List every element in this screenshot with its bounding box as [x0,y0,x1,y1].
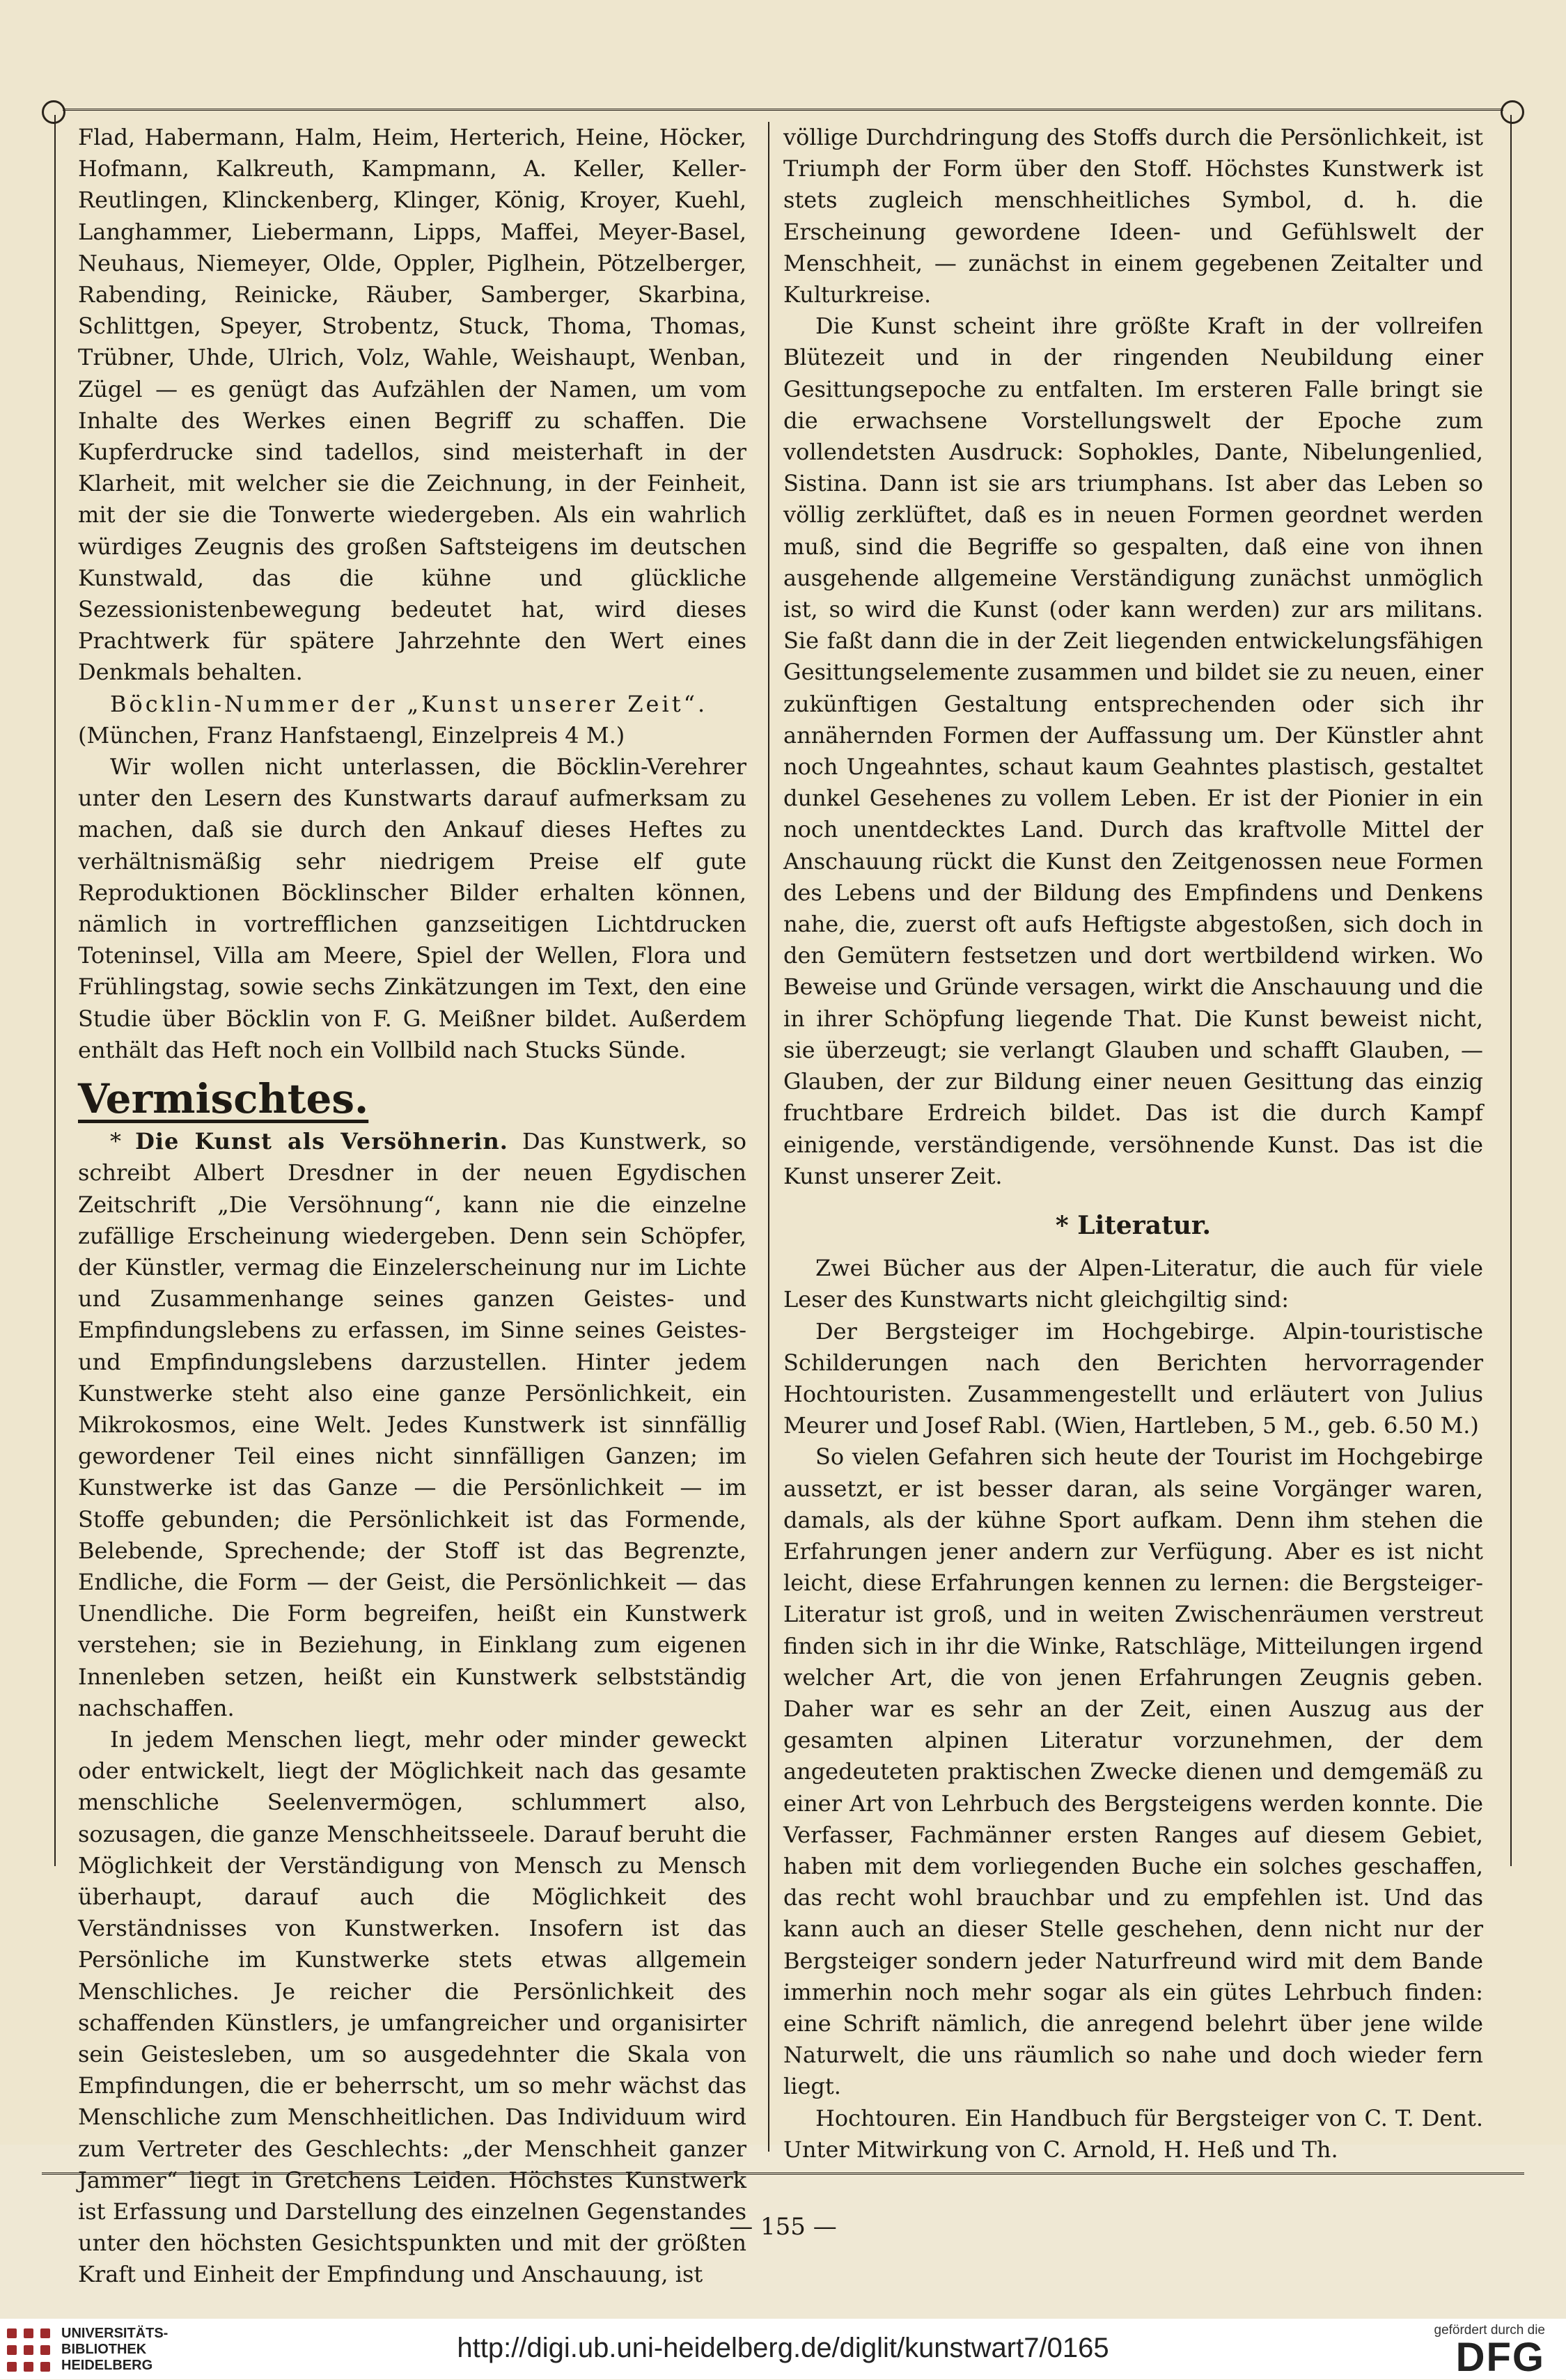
article-paragraph-2: In jedem Menschen liegt, mehr oder minder geweckt oder entwickelt, liegt der Möglichkeit nach das gesamte menschliche Seelenvermögen, schlummert also, sozusagen, die ganze Menschheitsseele. Darauf beruht die Möglichkeit der Verständigung von Mensch zu Mensch überhaupt, darauf auch die Möglichkeit des Verständnisses von Kunstwerken. Insofern ist das Persönliche im Kunstwerke stets etwas allgemein Menschliches. Je reicher die Persönlichkeit des schaffenden Künstlers, je umfangreicher und organisirter sein Geistesleben, um so ausgedehnter die Skala von Empfindungen, die er beherrscht, um so mehr wächst das Menschliche zum Menschheitlichen. Das Individuum wird zum Vertreter des Geschlechts: „der Menschheit ganzer Jammer“ liegt in Gretchens Leiden. Höchstes Kunstwerk ist Erfassung und Darstellung des einzelnen Gegenstandes unter den höchsten Gesichtspunkten und mit der größten Kraft und Einheit der Empfindung und Anschauung, ist [78,1725,746,2288]
top-border-ornament [42,104,1524,114]
book-entry-hochtouren: Hochtouren. Ein Handbuch für Bergsteiger von C. T. Dent. Unter Mitwirkung von C. Arnold, H. Heß und Th. [783,2104,1483,2163]
source-url-link[interactable]: http://digi.ub.uni-heidelberg.de/diglit/kunstwart7/0165 [457,2333,1109,2363]
book-review-bergsteiger: So vielen Gefahren sich heute der Tourist im Hochgebirge aussetzt, er ist besser daran, als seine Vorgänger waren, damals, als der kühne Sport aufkam. Denn ihm stehen die Erfahrungen jener andern zur Verfügung. Aber es ist nicht leicht, diese Erfahrungen kennen zu lernen: die Bergsteiger-Literatur ist groß, und in weiten Zwischenräumen verstreut finden sich in ihr die Winke, Ratschläge, Mitteilungen irgend welcher Art, die von jenen Erfahrungen Zeugnis geben. Daher war es sehr an der Zeit, einen Auszug aus der gesamten alpinen Literatur vorzunehmen, der dem angedeuteten praktischen Zwecke dienen und demgemäß zu einer Art von Lehrbuch des Bergsteigens werden konnte. Die Verfasser, Fachmänner ersten Ranges auf diesem Gebiet, haben mit dem vorliegenden Buche ein solches geschaffen, das recht wohl brauchbar und zu empfehlen ist. Und das kann auch an dieser Stelle geschehen, denn nicht nur der Bergsteiger sondern jeder Naturfreund wird mit dem Bande immerhin noch mehr sogar als ein gütes Lehrbuch finden: eine Schrift nämlich, die anregend belehrt über jene wilde Naturwelt, die uns räumlich so nahe und doch wieder fern liegt. [783,1443,1483,2100]
article-paragraph-1: Das Kunstwerk, so schreibt Albert Dresdner in der neuen Egydischen Zeitschrift „Die Versöhnung“, kann nie die einzelne zufällige Erscheinung wiedergeben. Denn sein Schöpfer, der Künstler, vermag die Einzelerscheinung nur im Lichte und Zusammenhange seines ganzen Geistes- und Empfindungslebens zu erfassen, im Sinne seines Geistes- und Empfindungslebens darzustellen. Hinter jedem Kunstwerke steht also eine ganze Persönlichkeit, ein Mikrokosmos, eine Welt. Jedes Kunstwerk ist sinnfällig gewordener Teil eines nicht sinnfälligen Ganzen; im Kunstwerke ist das Ganze — die Persönlichkeit — im Stoffe gebunden; die Persönlichkeit ist das Formende, Belebende, Sprechende; der Stoff ist das Begrenzte, Endliche, die Form — der Geist, die Persönlichkeit — das Unendliche. Die Form begreifen, heißt ein Kunstwerk verstehen; sie in Beziehung, in Einklang zum eigenen Innenleben setzen, heißt ein Kunstwerk selbstständig nachschaffen. [78,1128,747,1721]
funded-by-label: gefördert durch die [1434,2323,1545,2338]
dfg-logo: DFG [1455,2335,1545,2380]
boecklin-publication: (München, Franz Hanfstaengl, Einzelpreis 4 M.) [78,721,625,749]
article-paragraph-3: völlige Durchdringung des Stoffs durch die Persönlichkeit, ist Triumph der Form über den Stoff. Höchstes Kunstwerk ist stets zugleich menschheitliches Symbol, d. h. die Erscheinung gewordene Ideen- und Gefühlswelt der Menschheit, — zunächst in einem gegebenen Zeitalter und Kulturkreise. [783,124,1483,308]
book-entry-bergsteiger: Der Bergsteiger im Hochgebirge. Alpin-touristische Schilderungen nach den Berichten hervorragender Hochtouristen. Zusammengestellt und erläutert von Julius Meurer und Josef Rabl. (Wien, Hartleben, 5 M., geb. 6.50 M.) [783,1317,1483,1439]
bottom-border-rule [42,2172,1524,2175]
right-border-rule [1510,115,1512,1866]
library-name: UNIVERSITÄTS- BIBLIOTHEK HEIDELBERG [61,2326,169,2373]
section-heading-literatur: * Literatur. [1055,1210,1212,1240]
section-heading-vermischtes: Vermischtes. [78,1075,369,1123]
corner-ornament-right [1501,100,1524,124]
corner-ornament-left [42,100,65,124]
digitization-footer [0,2319,1566,2379]
boecklin-title: Böcklin-Nummer der „Kunst unserer Zeit“. [110,690,708,717]
page-number: — 155 — [729,2213,837,2241]
column-separator [768,122,769,2152]
literatur-intro: Zwei Bücher aus der Alpen-Literatur, die auch für viele Leser des Kunstwarts nicht gleichgiltig sind: [783,1255,1483,1313]
article-title-kunst-versoehnerin: Die Kunst als Versöhnerin. [135,1128,508,1155]
boecklin-paragraph: Wir wollen nicht unterlassen, die Böcklin-Verehrer unter den Lesern des Kunstwarts darauf aufmerksam zu machen, daß sie durch den Ankauf dieses Heftes zu verhältnismäßig sehr niedrigem Preise elf gute Reproduktionen Böcklinscher Bilder erhalten können, nämlich in vortrefflichen ganzseitigen Lichtdrucken Toteninsel, Villa am Meere, Spiel der Wellen, Flora und Frühlingstag, sowie sechs Zinkätzungen im Text, den eine Studie über Böcklin von F. G. Meißner bildet. Außerdem enthält das Heft noch ein Vollbild nach Stucks Sünde. [78,753,746,1063]
left-column [78,122,746,2291]
funding-branding [1434,2323,1546,2380]
left-border-rule [54,115,56,1866]
right-column [783,122,1483,2166]
article-paragraph-4: Die Kunst scheint ihre größte Kraft in der vollreifen Blütezeit und in der ringenden Neubildung einer Gesittungsepoche zu entfalten. Im ersteren Falle bringt sie die erwachsene Vorstellungswelt der Epoche zum vollendetsten Ausdruck: Sophokles, Dante, Nibelungenlied, Sistina. Dann ist sie ars triumphans. Ist aber das Leben so völlig zerklüftet, daß es in neuen Formen geordnet werden muß, sind die Begriffe so gespalten, daß eine von ihnen ausgehende allgemeine Verständigung zunächst unmöglich ist, so wird die Kunst (oder kann werden) zur ars militans. Sie faßt dann die in der Zeit liegenden entwickelungsfähigen Gesittungselemente zusammen und bildet sie zu neuen, einer zukünftigen Gestaltung entsprechenden oder sich ihr annähernden Formen der Auffassung um. Der Künstler ahnt noch Ungeahntes, schaut kaum Geahntes plastisch, gestaltet dunkel Gesehenes zu vollem Leben. Er ist der Pionier in ein noch unentdecktes Land. Durch das kraftvolle Mittel der Anschauung rückt die Kunst den Zeitgenossen neue Formen des Lebens und der Bildung des Empfindens und Denkens nahe, die, zuerst oft aufs Heftigste abgestoßen, sich doch in den Gemütern festsetzen und dort wertbildend wirken. Wo Beweise und Gründe versagen, wirkt die Anschauung und die in ihrer Schöpfung liegende That. Die Kunst beweist nicht, sie überzeugt; sie verlangt Glauben und schafft Glauben, — Glauben, der zur Bildung einer neuen Gesittung das einzig fruchtbare Erdreich bildet. Das ist die durch Kampf einigende, verständigende, versöhnende Kunst. Das ist die Kunst unserer Zeit. [783,313,1483,1189]
artist-list-paragraph: Flad, Habermann, Halm, Heim, Herterich, Heine, Höcker, Hofmann, Kalkreuth, Kampmann, A. Keller, Keller-Reutlingen, Klinckenberg, Klinger, König, Kroyer, Kuehl, Langhammer, Liebermann, Lipps, Maffei, Meyer-Basel, Neuhaus, Niemeyer, Olde, Oppler, Piglhein, Pötzelberger, Rabending, Reinicke, Räuber, Samberger, Skarbina, Schlittgen, Speyer, Strobentz, Stuck, Thoma, Thomas, Trübner, Uhde, Ulrich, Volz, Wahle, Weishaupt, Wenban, Zügel — es genügt das Aufzählen der Namen, um vom Inhalte des Werkes einen Begriff zu schaffen. Die Kupferdrucke sind tadellos, sind meisterhaft in der Klarheit, mit welcher sie die Zeichnung, in der Feinheit, mit der sie die Tonwerte wiedergeben. Als ein wahrlich würdiges Zeugnis des großen Saftsteigens im deutschen Kunstwald, das die kühne und glückliche Sezessionistenbewegung bedeutet hat, wird dieses Prachtwerk für spätere Jahrzehnte den Wert eines Denkmals behalten. [78,124,746,686]
star-marker: * [110,1128,121,1155]
